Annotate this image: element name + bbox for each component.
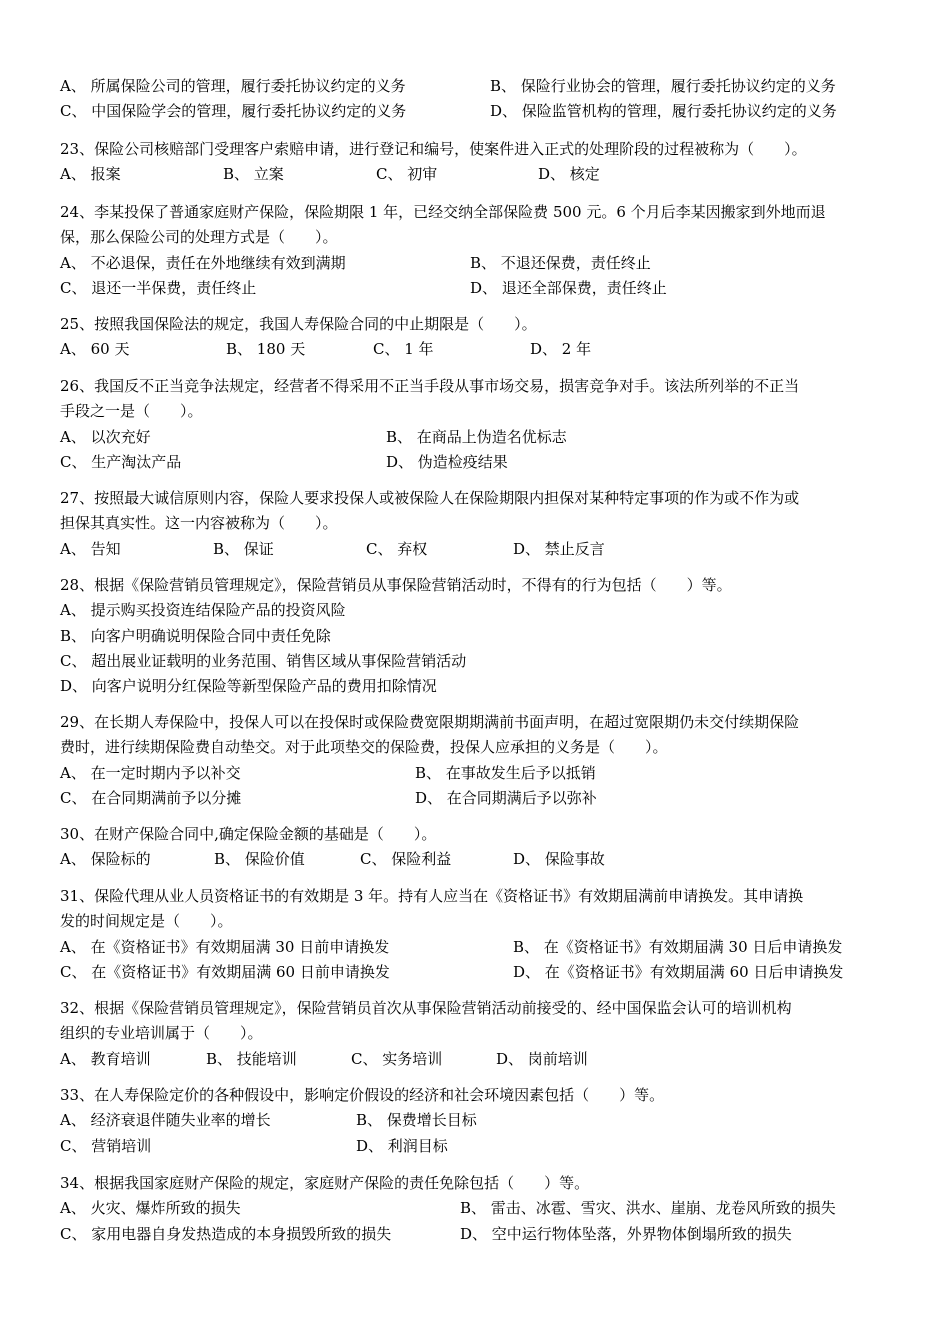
option-b: B、 180 天 bbox=[226, 340, 306, 359]
option-a: A、 告知 bbox=[60, 539, 121, 558]
option-d: D、 核定 bbox=[538, 165, 600, 184]
option-d: D、 空中运行物体坠落，外界物体倒塌所致的损失 bbox=[460, 1224, 792, 1243]
option-b: B、 雷击、冰雹、雪灾、洪水、崖崩、龙卷风所致的损失 bbox=[460, 1199, 836, 1218]
option-a: A、 经济衰退伴随失业率的增长 bbox=[60, 1111, 271, 1130]
option-c: C、 1 年 bbox=[373, 340, 434, 359]
option-d: D、 禁止反言 bbox=[513, 539, 605, 558]
option-a: A、 火灾、爆炸所致的损失 bbox=[60, 1199, 241, 1218]
option-c: C、 在《资格证书》有效期届满 60 日前申请换发 bbox=[60, 962, 390, 981]
option-b: B、 保费增长目标 bbox=[356, 1111, 477, 1130]
option-c: C、 生产淘汰产品 bbox=[60, 452, 182, 471]
question-stem: 26、我国反不正当竞争法规定，经营者不得采用不正当手段从事市场交易，损害竞争对手。该法所列举的不正当 bbox=[60, 377, 800, 395]
question-stem: 33、在人寿保险定价的各种假设中，影响定价假设的经济和社会环境因素包括（ ）等。 bbox=[60, 1086, 665, 1104]
question-32 bbox=[60, 996, 892, 1072]
question-31 bbox=[60, 884, 892, 985]
question-stem: 32、根据《保险营销员管理规定》，保险营销员首次从事保险营销活动前接受的、经中国保监会认可的培训机构 bbox=[60, 999, 792, 1017]
question-stem: 24、李某投保了普通家庭财产保险，保险期限 1 年，已经交纳全部保险费 500 元。6 个月后李某因搬家到外地而退 bbox=[60, 203, 826, 221]
question-30 bbox=[60, 822, 892, 873]
option-b: B、 在事故发生后予以抵销 bbox=[415, 763, 596, 782]
option-a: A、 教育培训 bbox=[60, 1049, 151, 1068]
option-d: D、 保险监管机构的管理，履行委托协议约定的义务 bbox=[490, 102, 837, 121]
question-stem: 30、在财产保险合同中,确定保险金额的基础是（ ）。 bbox=[60, 825, 437, 843]
question-stem: 29、在长期人寿保险中，投保人可以在投保时或保险费宽限期期满前书面声明，在超过宽限期仍未交付续期保险 bbox=[60, 713, 800, 731]
option-b: B、 在商品上伪造名优标志 bbox=[386, 427, 567, 446]
option-d: D、 退还全部保费，责任终止 bbox=[470, 278, 667, 297]
option-d: D、 向客户说明分红保险等新型保险产品的费用扣除情况 bbox=[60, 677, 437, 696]
option-d: D、 在《资格证书》有效期届满 60 日后申请换发 bbox=[513, 962, 844, 981]
option-c: C、 中国保险学会的管理，履行委托协议约定的义务 bbox=[60, 102, 407, 121]
option-c: C、 营销培训 bbox=[60, 1136, 152, 1155]
question-26 bbox=[60, 374, 892, 475]
option-c: C、 家用电器自身发热造成的本身损毁所致的损失 bbox=[60, 1224, 392, 1243]
question-stem: 25、按照我国保险法的规定，我国人寿保险合同的中止期限是（ ）。 bbox=[60, 315, 537, 333]
question-stem-continued: 手段之一是（ ）。 bbox=[60, 402, 203, 421]
question-stem: 28、根据《保险营销员管理规定》，保险营销员从事保险营销活动时，不得有的行为包括（ ）等。 bbox=[60, 576, 732, 594]
question-22-options bbox=[60, 74, 892, 125]
option-d: D、 利润目标 bbox=[356, 1136, 448, 1155]
option-c: C、 在合同期满前予以分摊 bbox=[60, 788, 242, 807]
option-d: D、 在合同期满后予以弥补 bbox=[415, 788, 597, 807]
option-b: B、 保险行业协会的管理，履行委托协议约定的义务 bbox=[490, 77, 836, 95]
option-a: A、 保险标的 bbox=[60, 850, 151, 869]
option-b: B、 在《资格证书》有效期届满 30 日后申请换发 bbox=[513, 937, 843, 956]
question-28 bbox=[60, 573, 892, 699]
option-d: D、 保险事故 bbox=[513, 850, 605, 869]
option-a: A、 以次充好 bbox=[60, 427, 151, 446]
option-c: C、 保险利益 bbox=[360, 850, 452, 869]
option-c: C、 退还一半保费，责任终止 bbox=[60, 278, 257, 297]
question-stem-continued: 担保其真实性。这一内容被称为（ ）。 bbox=[60, 514, 338, 533]
option-d: D、 岗前培训 bbox=[496, 1049, 588, 1068]
option-a: A、 60 天 bbox=[60, 340, 130, 359]
question-29 bbox=[60, 710, 892, 811]
question-stem-continued: 保，那么保险公司的处理方式是（ ）。 bbox=[60, 228, 338, 247]
option-d: D、 2 年 bbox=[530, 340, 592, 359]
option-a: A、 报案 bbox=[60, 165, 121, 184]
question-34 bbox=[60, 1171, 892, 1247]
option-b: B、 保险价值 bbox=[214, 850, 305, 869]
option-a: A、 所属保险公司的管理，履行委托协议约定的义务 bbox=[60, 77, 406, 95]
option-c: C、 超出展业证载明的业务范围、销售区域从事保险营销活动 bbox=[60, 651, 467, 670]
option-a: A、 不必退保，责任在外地继续有效到满期 bbox=[60, 253, 346, 272]
option-b: B、 技能培训 bbox=[206, 1049, 297, 1068]
question-24 bbox=[60, 200, 892, 301]
option-d: D、 伪造检疫结果 bbox=[386, 452, 508, 471]
question-stem: 34、根据我国家庭财产保险的规定，家庭财产保险的责任免除包括（ ）等。 bbox=[60, 1174, 590, 1192]
question-stem: 27、按照最大诚信原则内容，保险人要求投保人或被保险人在保险期限内担保对某种特定事项的作为或不作为或 bbox=[60, 489, 800, 507]
question-stem-continued: 组织的专业培训属于（ ）。 bbox=[60, 1024, 263, 1043]
option-b: B、 保证 bbox=[213, 539, 274, 558]
question-23 bbox=[60, 137, 892, 188]
question-stem: 23、保险公司核赔部门受理客户索赔申请，进行登记和编号，使案件进入正式的处理阶段的过程被称为（ ）。 bbox=[60, 140, 807, 158]
question-27 bbox=[60, 486, 892, 562]
question-stem-continued: 发的时间规定是（ ）。 bbox=[60, 912, 233, 931]
option-a: A、 提示购买投资连结保险产品的投资风险 bbox=[60, 601, 346, 620]
option-a: A、 在《资格证书》有效期届满 30 日前申请换发 bbox=[60, 937, 390, 956]
question-stem: 31、保险代理从业人员资格证书的有效期是 3 年。持有人应当在《资格证书》有效期届满前申请换发。其申请换 bbox=[60, 887, 804, 905]
option-c: C、 初审 bbox=[376, 165, 438, 184]
option-b: B、 向客户明确说明保险合同中责任免除 bbox=[60, 626, 331, 645]
question-33 bbox=[60, 1083, 892, 1159]
question-stem-continued: 费时，进行续期保险费自动垫交。对于此项垫交的保险费，投保人应承担的义务是（ ）。 bbox=[60, 738, 668, 757]
option-c: C、 实务培训 bbox=[351, 1049, 443, 1068]
option-a: A、 在一定时期内予以补交 bbox=[60, 763, 241, 782]
option-b: B、 立案 bbox=[223, 165, 284, 184]
option-c: C、 弃权 bbox=[366, 539, 428, 558]
question-25 bbox=[60, 312, 892, 363]
option-b: B、 不退还保费，责任终止 bbox=[470, 253, 651, 272]
